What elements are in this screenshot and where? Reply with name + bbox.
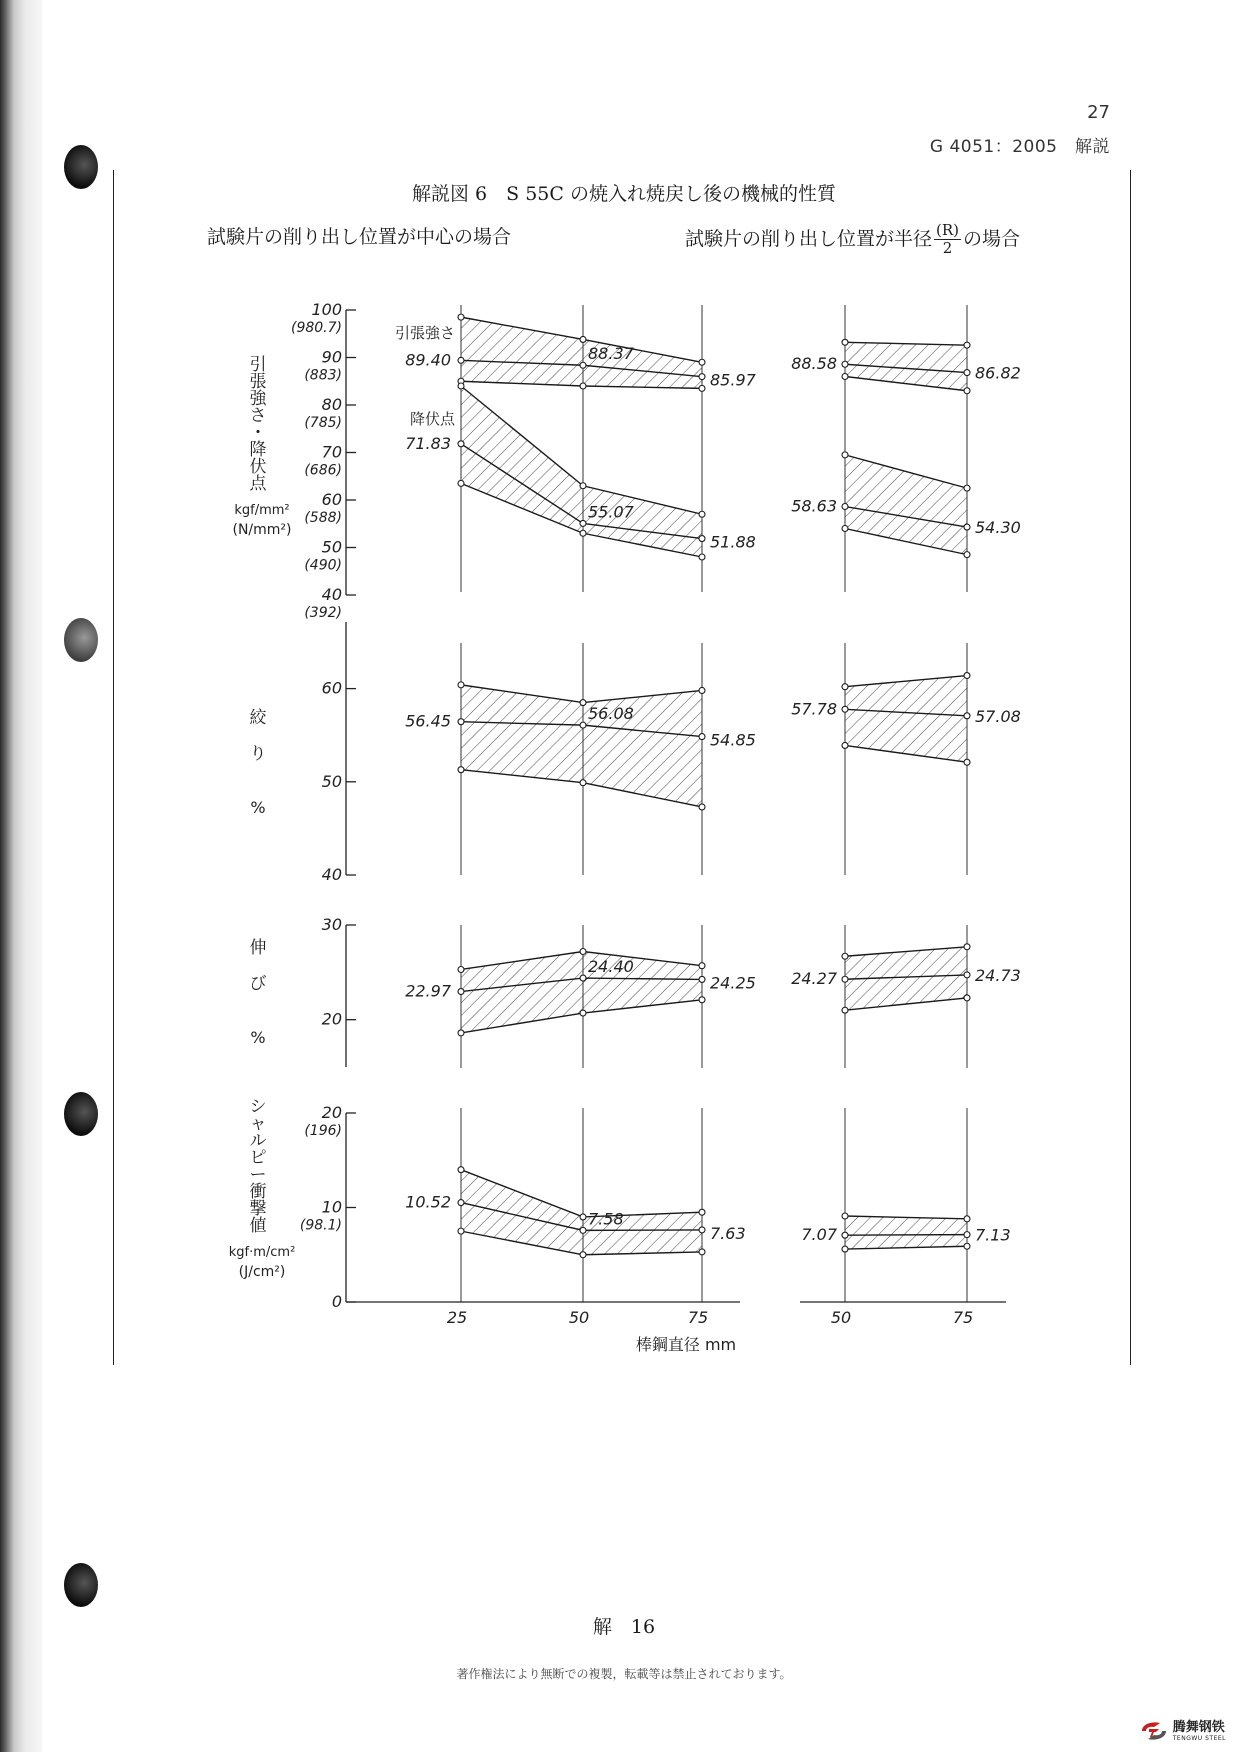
- data-point: [458, 441, 464, 447]
- data-point: [458, 989, 464, 995]
- data-point: [458, 966, 464, 972]
- data-point: [964, 995, 970, 1001]
- watermark-brand-en: TENGWU STEEL: [1172, 1734, 1226, 1742]
- y-unit-label: kgf/mm²: [234, 503, 290, 518]
- data-point: [699, 1249, 705, 1255]
- mean-value-label: 57.78: [791, 699, 837, 719]
- y-unit-label: %: [250, 1028, 266, 1047]
- tengwu-logo-icon: [1140, 1720, 1168, 1742]
- data-point: [699, 734, 705, 740]
- data-point: [458, 1200, 464, 1206]
- data-point: [580, 530, 586, 536]
- mean-value-label: 85.97: [710, 370, 756, 390]
- y-tick-label: 50: [321, 537, 342, 557]
- fraction-denominator: 2: [942, 239, 953, 257]
- data-point: [964, 388, 970, 394]
- data-point: [580, 336, 586, 342]
- data-point: [699, 554, 705, 560]
- data-point: [699, 997, 705, 1003]
- y-label-char: 値: [249, 1216, 267, 1236]
- y-label-char: び: [249, 974, 267, 994]
- y-tick-si-label: (980.7): [290, 320, 342, 336]
- mean-value-label: 7.07: [801, 1225, 837, 1245]
- mean-value-label: 7.13: [975, 1225, 1011, 1245]
- data-point: [842, 1246, 848, 1252]
- data-point: [458, 480, 464, 486]
- y-tick-label: 10: [321, 1197, 342, 1217]
- data-point: [580, 520, 586, 526]
- y-label-char: 伏: [249, 457, 267, 477]
- scatter-band: [461, 317, 702, 388]
- data-point: [964, 342, 970, 348]
- data-point: [964, 713, 970, 719]
- data-point: [458, 1228, 464, 1234]
- mean-value-label: 22.97: [405, 981, 451, 1001]
- x-tick-label: 25: [446, 1308, 468, 1327]
- data-point: [458, 357, 464, 363]
- mean-value-label: 10.52: [405, 1192, 451, 1212]
- y-tick-label: 80: [321, 395, 342, 414]
- scatter-band: [845, 455, 967, 555]
- data-point: [699, 1209, 705, 1215]
- y-tick-label: 20: [321, 1009, 342, 1029]
- data-point: [842, 361, 848, 367]
- y-label-char: 引: [249, 355, 267, 375]
- data-point: [699, 359, 705, 365]
- subtitle-right-suffix: の場合: [963, 228, 1021, 250]
- data-point: [580, 700, 586, 706]
- mean-value-label: 56.08: [588, 704, 634, 724]
- data-point: [458, 1030, 464, 1036]
- y-label-char: ー: [249, 1165, 267, 1185]
- y-tick-label: 60: [321, 490, 342, 509]
- data-point: [964, 524, 970, 530]
- y-tick-label: 40: [321, 585, 342, 604]
- data-point: [458, 383, 464, 389]
- data-point: [842, 684, 848, 690]
- data-point: [842, 1213, 848, 1219]
- y-label-char: 衝: [249, 1182, 267, 1202]
- mean-line: [845, 1235, 967, 1236]
- data-point: [699, 1227, 705, 1233]
- subtitle-center-position: 試験片の削り出し位置が中心の場合: [207, 226, 512, 248]
- standard-number: G 4051：2005 解説: [929, 137, 1110, 157]
- mean-value-label: 58.63: [791, 496, 837, 516]
- mean-value-label: 7.58: [588, 1209, 624, 1229]
- y-label-char: 強: [249, 389, 267, 409]
- data-point: [964, 370, 970, 376]
- y-label-char: シ: [249, 1097, 267, 1117]
- scatter-band: [461, 1170, 702, 1255]
- data-point: [580, 483, 586, 489]
- y-label-char: 張: [249, 372, 267, 392]
- data-point: [699, 963, 705, 969]
- data-point: [964, 485, 970, 491]
- mean-value-label: 89.40: [405, 350, 451, 370]
- y-tick-label: 90: [321, 347, 342, 367]
- data-point: [964, 1232, 970, 1238]
- y-tick-label: 20: [321, 1103, 342, 1122]
- data-point: [964, 552, 970, 558]
- data-point: [580, 722, 586, 728]
- copyright-notice: 著作権法により無断での複製，転載等は禁止されております。: [456, 1667, 792, 1681]
- y-label-char: 絞: [249, 708, 267, 728]
- y-label-char: 伸: [249, 938, 267, 958]
- y-unit-label: (J/cm²): [238, 1264, 286, 1280]
- x-tick-label: 50: [568, 1308, 590, 1327]
- mean-value-label: 56.45: [405, 711, 451, 731]
- series-label-tensile-strength: 引張強さ: [394, 324, 455, 342]
- y-label-char: ピ: [249, 1148, 267, 1168]
- mean-value-label: 54.30: [975, 518, 1021, 538]
- y-tick-si-label: (883): [304, 367, 342, 384]
- data-point: [842, 339, 848, 345]
- data-point: [458, 314, 464, 320]
- x-tick-label: 50: [830, 1308, 852, 1327]
- y-tick-si-label: (785): [304, 415, 342, 431]
- y-tick-label: 50: [321, 771, 342, 791]
- subtitle-right-prefix: 試験片の削り出し位置が半径: [685, 228, 933, 250]
- data-point: [458, 1167, 464, 1173]
- y-label-char: ル: [249, 1131, 267, 1151]
- y-label-char: ャ: [249, 1114, 267, 1134]
- data-point: [842, 953, 848, 959]
- data-point: [964, 944, 970, 950]
- data-point: [842, 374, 848, 380]
- data-point: [580, 362, 586, 368]
- data-point: [964, 1216, 970, 1222]
- mean-value-label: 71.83: [405, 433, 451, 453]
- data-point: [458, 767, 464, 773]
- y-tick-label: 60: [321, 678, 342, 698]
- data-point: [842, 526, 848, 532]
- series-label-yield-point: 降伏点: [409, 410, 455, 428]
- y-label-char: 点: [249, 474, 267, 494]
- data-point: [699, 687, 705, 693]
- mean-value-label: 57.08: [975, 706, 1021, 726]
- figure-title: 解説図 6 S 55C の焼入れ焼戻し後の機械的性質: [412, 183, 836, 205]
- y-label-char: 降: [249, 440, 267, 460]
- data-point: [842, 742, 848, 748]
- mean-value-label: 86.82: [975, 363, 1021, 383]
- data-point: [458, 719, 464, 725]
- y-tick-label: 30: [321, 915, 342, 934]
- mean-value-label: 24.27: [791, 969, 837, 989]
- mean-value-label: 54.85: [710, 730, 756, 750]
- y-tick-si-label: (588): [304, 510, 342, 526]
- data-point: [458, 682, 464, 688]
- data-point: [699, 976, 705, 982]
- data-point: [964, 972, 970, 978]
- mean-value-label: 88.37: [588, 344, 634, 364]
- data-point: [842, 1232, 848, 1238]
- y-tick-label: 0: [331, 1292, 342, 1311]
- data-point: [699, 804, 705, 810]
- fraction-numerator: (R): [936, 221, 960, 239]
- data-point: [964, 1243, 970, 1249]
- data-point: [580, 780, 586, 786]
- mean-value-label: 7.63: [710, 1223, 746, 1243]
- mean-value-label: 24.40: [588, 957, 634, 977]
- mean-value-label: 51.88: [710, 532, 756, 552]
- data-point: [580, 975, 586, 981]
- y-tick-label: 70: [321, 442, 342, 462]
- x-axis-title: 棒鋼直径 mm: [635, 1335, 737, 1354]
- data-point: [580, 949, 586, 955]
- watermark-logo: [1140, 1720, 1226, 1742]
- data-point: [842, 706, 848, 712]
- data-point: [580, 1227, 586, 1233]
- mean-value-label: 55.07: [588, 502, 634, 522]
- page-label: 解 16: [592, 1616, 656, 1638]
- y-label-char: り: [249, 744, 267, 764]
- x-tick-label: 75: [952, 1308, 974, 1327]
- data-point: [699, 536, 705, 542]
- y-tick-si-label: (98.1): [299, 1217, 342, 1234]
- y-label-char: さ: [249, 406, 267, 426]
- data-point: [842, 1007, 848, 1013]
- y-label-char: ・: [249, 423, 267, 443]
- y-tick-si-label: (196): [304, 1123, 342, 1139]
- data-point: [580, 383, 586, 389]
- mean-value-label: 88.58: [791, 354, 837, 374]
- page-number: 27: [1087, 102, 1110, 123]
- y-label-char: 撃: [249, 1199, 267, 1219]
- data-point: [699, 511, 705, 517]
- y-tick-label: 100: [311, 300, 342, 319]
- data-point: [842, 452, 848, 458]
- data-point: [964, 759, 970, 765]
- y-tick-label: 40: [321, 865, 342, 884]
- data-point: [842, 504, 848, 510]
- mean-value-label: 24.25: [710, 973, 756, 993]
- y-unit-label: kgf·m/cm²: [228, 1245, 296, 1260]
- watermark-brand-cn: 腾舞钢铁: [1172, 1719, 1225, 1735]
- mean-value-label: 24.73: [975, 965, 1021, 985]
- data-point: [699, 385, 705, 391]
- scatter-band: [845, 1216, 967, 1249]
- scatter-band: [845, 676, 967, 763]
- data-point: [580, 1010, 586, 1016]
- y-unit-label: %: [250, 798, 266, 817]
- data-point: [842, 976, 848, 982]
- data-point: [964, 673, 970, 679]
- data-point: [580, 1214, 586, 1220]
- y-unit-label: (N/mm²): [232, 522, 292, 538]
- y-tick-si-label: (490): [304, 557, 342, 574]
- x-tick-label: 75: [687, 1308, 709, 1327]
- y-tick-si-label: (392): [304, 605, 342, 621]
- y-tick-si-label: (686): [304, 462, 342, 479]
- data-point: [699, 374, 705, 380]
- data-point: [580, 1252, 586, 1258]
